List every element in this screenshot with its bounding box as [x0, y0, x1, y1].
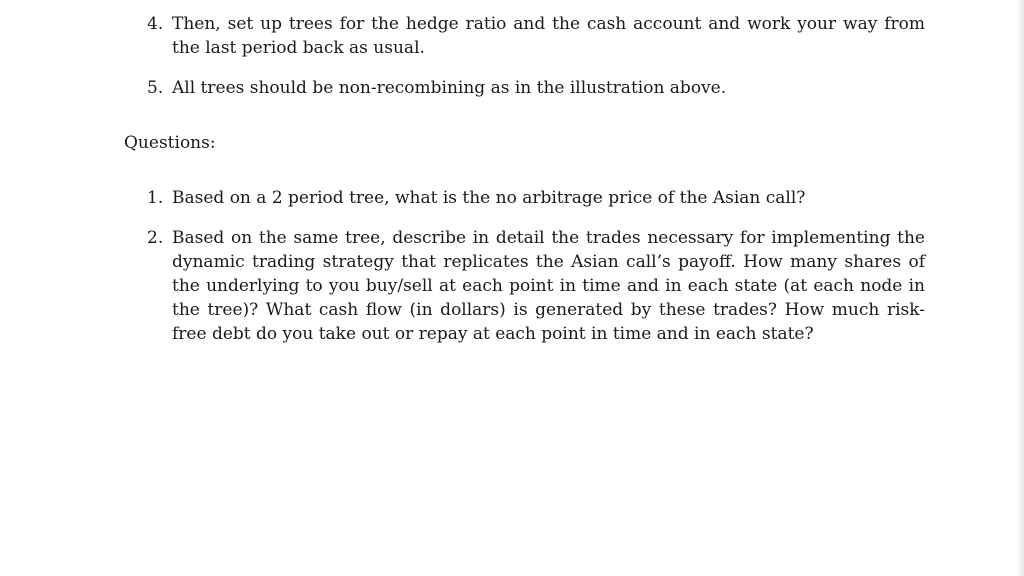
page-edge-shadow — [1016, 0, 1024, 576]
questions-list — [124, 186, 925, 346]
question-number: 2. — [147, 228, 164, 248]
question-text: Based on a 2 period tree, what is the no arbitrage price of the Asian call? — [172, 188, 806, 208]
list-item-4 — [124, 12, 925, 60]
question-number: 1. — [147, 188, 164, 208]
list-item-number: 4. — [147, 14, 164, 34]
list-item-number: 5. — [147, 78, 164, 98]
list-item-text: All trees should be non-recombining as in the illustration above. — [172, 78, 727, 98]
question-item-1 — [124, 186, 925, 210]
list-item-text: Then, set up trees for the hedge ratio and the cash account and work your way from the last period back as usual. — [172, 14, 925, 58]
document-content — [124, 12, 925, 346]
question-text: Based on the same tree, describe in detail the trades necessary for implementing the dynamic trading strategy that replicates the Asian call’s payoff. How many shares of the underlying to you buy/sell at each point in time and in each state (at each node in the tree)? What cash flow (in dollars) is generated by these trades? How much risk-free debt do you take out or repay at each point in time and in each state? — [172, 228, 925, 344]
question-item-2 — [124, 226, 925, 346]
section-heading: Questions: — [124, 133, 216, 153]
list-item-5 — [124, 76, 925, 100]
